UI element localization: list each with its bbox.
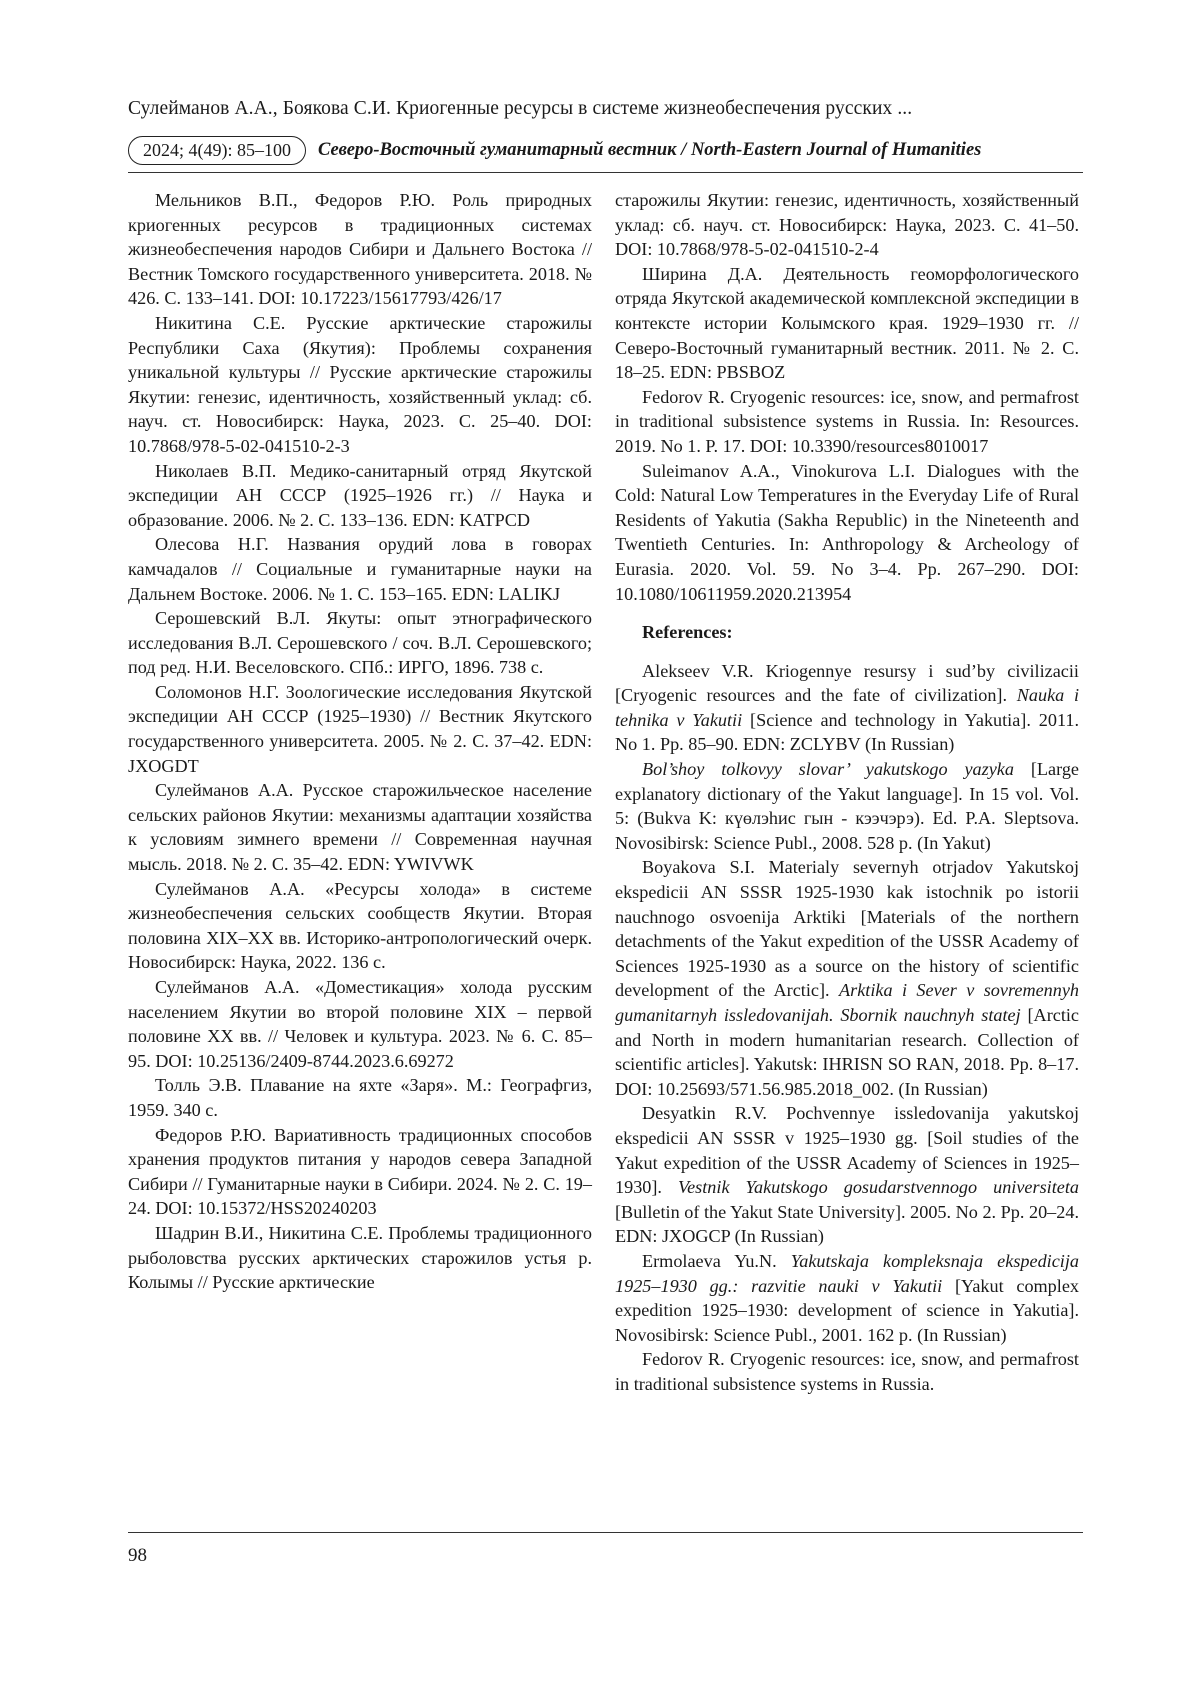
references-heading: References: bbox=[642, 622, 733, 643]
reference-item: Серошевский В.Л. Якуты: опыт этнографического исследования В.Л. Серошевского / соч. В.Л. Серошевского; под ред. Н.И. Веселовского. СПб.: ИРГО, 1896. 738 с. bbox=[128, 608, 592, 678]
reference-item: Fedorov R. Cryogenic resources: ice, snow, and permafrost in traditional subsistence systems in Russia. bbox=[615, 1349, 1079, 1394]
reference-item: Федоров Р.Ю. Вариативность традиционных способов хранения продуктов питания у народов севера Западной Сибири // Гуманитарные науки в Сибири. 2024. № 2. С. 19–24. DOI: 10.15372/HSS20240203 bbox=[128, 1124, 592, 1219]
reference-item: Николаев В.П. Медико-санитарный отряд Якутской экспедиции АН СССР (1925–1926 гг.) // Наука и образование. 2006. № 2. С. 133–136. EDN: KATPCD bbox=[128, 460, 592, 530]
reference-item: Толль Э.В. Плавание на яхте «Заря». М.: Географгиз, 1959. 340 с. bbox=[128, 1075, 592, 1120]
left-column bbox=[128, 188, 592, 1295]
header-rule bbox=[128, 172, 1083, 173]
reference-item: Suleimanov A.A., Vinokurova L.I. Dialogues with the Cold: Natural Low Temperatures in the Everyday Life of Rural Residents of Yakutia (Sakha Republic) in the Nineteenth and Twentieth Centuries. In: Anthropology & Archeology of Eurasia. 2020. Vol. 59. No 3–4. Pp. 267–290. DOI: 10.1080/10611959.2020.213954 bbox=[615, 460, 1079, 604]
reference-item: Ermolaeva Yu.N. Yakutskaja kompleksnaja ekspedicija 1925–1930 gg.: razvitie nauki v Yakutii [Yakut complex expedition 1925–1930: development of science in Yakutia]. Novosibirsk: Science Publ., 2001. 162 p. (In Russian) bbox=[615, 1250, 1080, 1345]
reference-item: Сулейманов А.А. Русское старожильческое население сельских районов Якутии: механизмы адаптации хозяйства к условиям зимнего времени // Современная научная мысль. 2018. № 2. С. 35–42. EDN: YWIVWK bbox=[128, 780, 592, 875]
reference-item: Bol’shoy tolkovyy slovar’ yakutskogo yazyka [Large explanatory dictionary of the Yakut language]. In 15 vol. Vol. 5: (Bukva K: күөлэһис гын - кээчэрэ). Ed. P.A. Sleptsova. Novosibirsk: Science Publ., 2008. 528 p. (In Yakut) bbox=[615, 759, 1079, 853]
footer-rule bbox=[128, 1532, 1083, 1533]
page-number: 98 bbox=[128, 1545, 147, 1566]
journal-line bbox=[128, 134, 1083, 166]
reference-item: Boyakova S.I. Materialy severnyh otrjadov Yakutskoj ekspedicii AN SSSR 1925-1930 kak istochnik po istorii nauchnogo osvoenija Arktiki [Materials of the northern detachments of the Yakut expedition of the USSR Academy of Sciences 1925-1930 as a source on the history of scientific development of the Arctic]. Arktika i Sever v sovremennyh gumanitarnyh issledovanijah. Sbornik nauchnyh statej [Arctic and North in modern humanitarian research. Collection of scientific articles]. Yakutsk: IHRISN SO RAN, 2018. Pp. 8–17. DOI: 10.25693/571.56.985.2018_002. (In Russian) bbox=[615, 857, 1079, 1099]
reference-item: Сулейманов А.А. «Доместикация» холода русским населением Якутии во второй половине XIX – первой половине XX вв. // Человек и культура. 2023. № 6. С. 85–95. DOI: 10.25136/2409-8744.2023.6.69272 bbox=[128, 977, 592, 1071]
journal-title: Северо-Восточный гуманитарный вестник / North-Eastern Journal of Humanities bbox=[318, 139, 982, 160]
reference-item: Соломонов Н.Г. Зоологические исследования Якутской экспедиции АН СССР (1925–1930) // Вестник Якутского государственного университета. 2005. № 2. С. 37–42. EDN: JXOGDT bbox=[128, 681, 592, 776]
reference-item-continued: старожилы Якутии: генезис, идентичность, хозяйственный уклад: сб. науч. ст. Новосибирск: Наука, 2023. С. 41–50. DOI: 10.7868/978-5-02-041510-2-4 bbox=[615, 190, 1079, 260]
reference-item: Никитина С.Е. Русские арктические старожилы Республики Саха (Якутия): Проблемы сохранения уникальной культуры // Русские арктические старожилы Якутии: генезис, идентичность, хозяйственный уклад: сб. науч. ст. Новосибирск: Наука, 2023. С. 25–40. DOI: 10.7868/978-5-02-041510-2-3 bbox=[128, 312, 592, 456]
right-column bbox=[615, 188, 1079, 1397]
reference-item: Мельников В.П., Федоров Р.Ю. Роль природных криогенных ресурсов в традиционных системах жизнеобеспечения народов Сибири и Дальнего Востока // Вестник Томского государственного университета. 2018. № 426. С. 133–141. DOI: 10.17223/15617793/426/17 bbox=[128, 190, 592, 309]
reference-item: Fedorov R. Cryogenic resources: ice, snow, and permafrost in traditional subsistence systems in Russia. In: Resources. 2019. No 1. P. 17. DOI: 10.3390/resources8010017 bbox=[615, 386, 1079, 456]
reference-item: Ширина Д.А. Деятельность геоморфологического отряда Якутской академической комплексной экспедиции в контексте истории Колымского края. 1929–1930 гг. // Северо-Восточный гуманитарный вестник. 2011. № 2. С. 18–25. EDN: PBSBOZ bbox=[615, 263, 1079, 383]
reference-item: Alekseev V.R. Kriogennye resursy i sud’by civilizacii [Cryogenic resources and the fate of civilization]. Nauka i tehnika v Yakutii [Science and technology in Yakutia]. 2011. No 1. Pp. 85–90. EDN: ZCLYBV (In Russian) bbox=[615, 660, 1080, 755]
reference-item: Desyatkin R.V. Pochvennye issledovanija yakutskoj ekspedicii AN SSSR v 1925–1930 gg. [Soil studies of the Yakut expedition of the USSR Academy of Sciences in 1925–1930]. Vestnik Yakutskogo gosudarstvennogo universiteta [Bulletin of the Yakut State University]. 2005. No 2. Pp. 20–24. EDN: JXOGCP (In Russian) bbox=[615, 1103, 1079, 1247]
reference-item: Сулейманов А.А. «Ресурсы холода» в системе жизнеобеспечения сельских сообществ Якутии. Вторая половина XIX–XX вв. Историко-антропологический очерк. Новосибирск: Наука, 2022. 136 с. bbox=[128, 878, 592, 973]
running-title: Сулейманов А.А., Боякова С.И. Криогенные ресурсы в системе жизнеобеспечения русских ... bbox=[128, 98, 913, 119]
reference-item: Шадрин В.И., Никитина С.Е. Проблемы традиционного рыболовства русских арктических старожилов устья р. Колымы // Русские арктические bbox=[128, 1222, 592, 1293]
issue-badge: 2024; 4(49): 85–100 bbox=[128, 136, 306, 165]
reference-item: Олесова Н.Г. Названия орудий лова в говорах камчадалов // Социальные и гуманитарные науки на Дальнем Востоке. 2006. № 1. С. 153–165. EDN: LALIKJ bbox=[128, 534, 592, 604]
